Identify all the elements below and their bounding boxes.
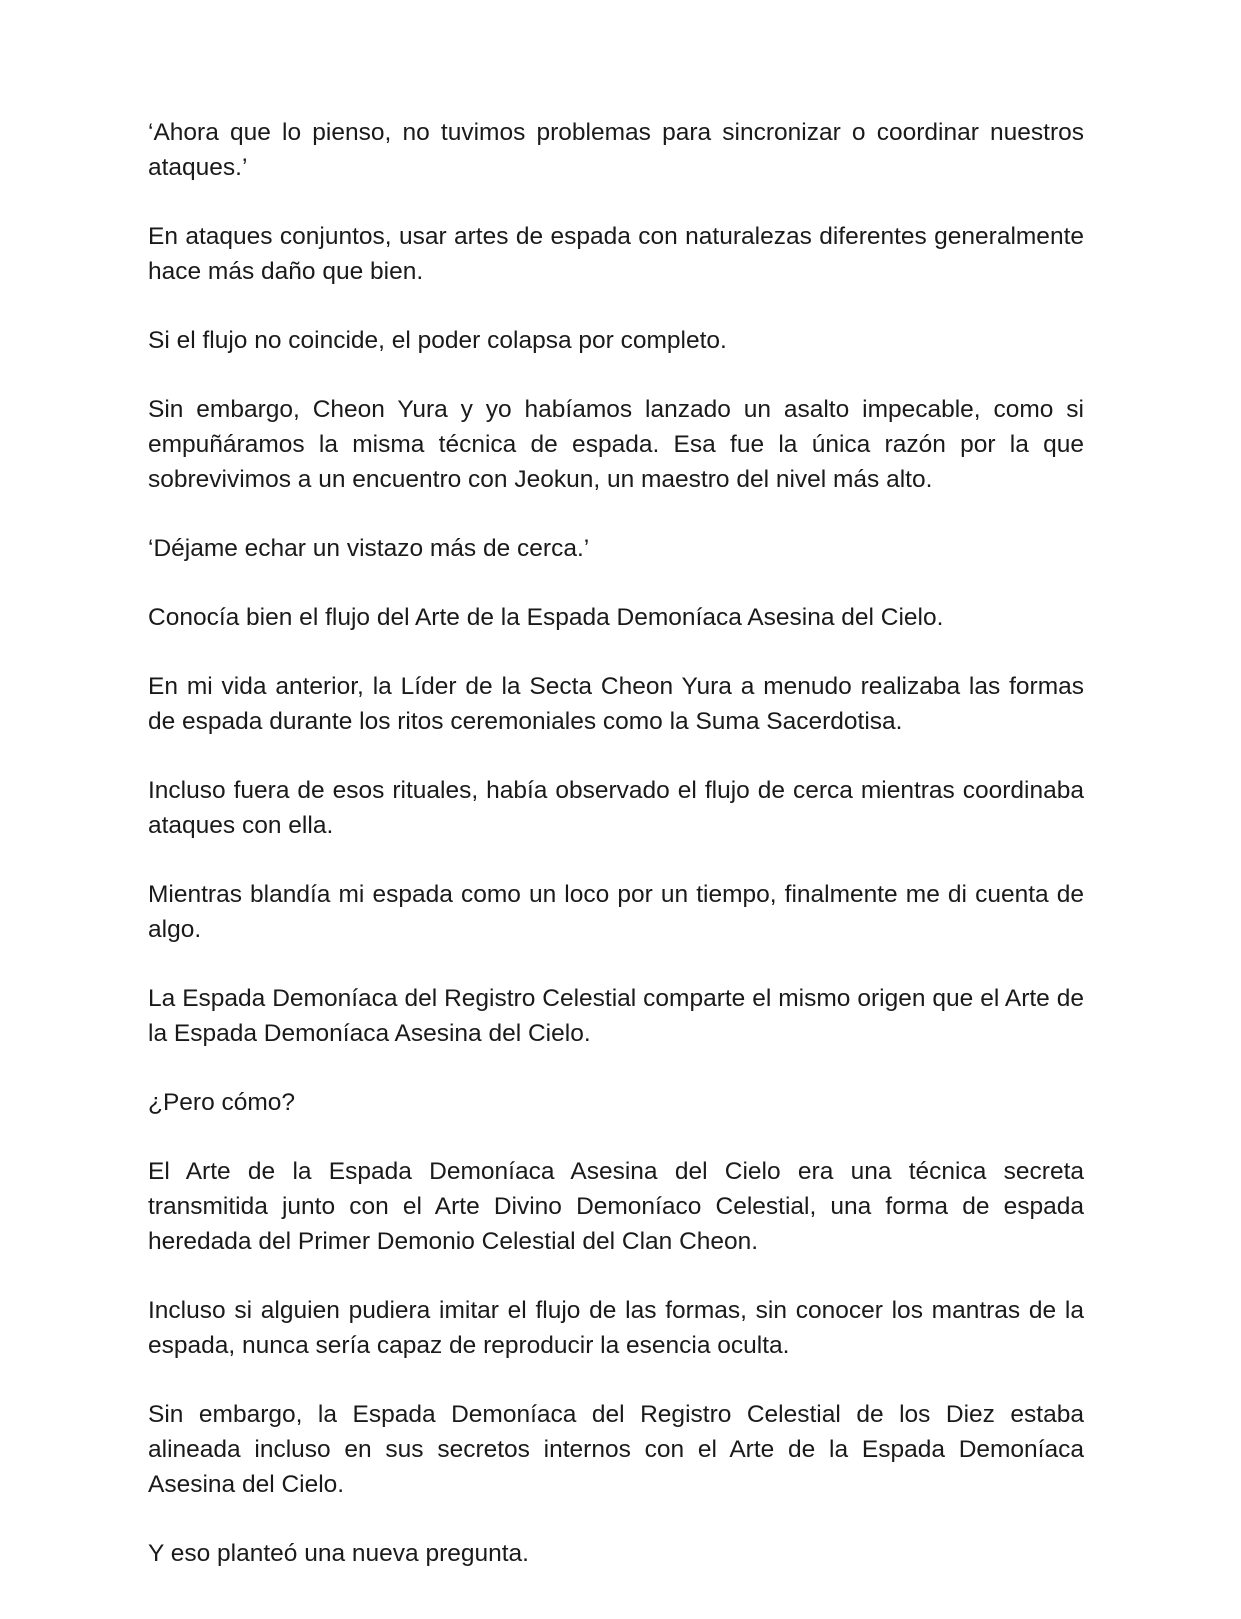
paragraph: ‘Ahora que lo pienso, no tuvimos problemas para sincronizar o coordinar nuestros ataques.’ xyxy=(148,119,1084,181)
paragraph: ¿Pero cómo? xyxy=(148,1089,296,1116)
paragraph: En ataques conjuntos, usar artes de espada con naturalezas diferentes generalmente hace más daño que bien. xyxy=(148,223,1084,285)
paragraph: Y eso planteó una nueva pregunta. xyxy=(148,1540,529,1567)
paragraph: En mi vida anterior, la Líder de la Secta Cheon Yura a menudo realizaba las formas de espada durante los ritos ceremoniales como la Suma Sacerdotisa. xyxy=(148,673,1084,735)
paragraph: Conocía bien el flujo del Arte de la Espada Demoníaca Asesina del Cielo. xyxy=(148,604,944,631)
paragraph: Sin embargo, Cheon Yura y yo habíamos lanzado un asalto impecable, como si empuñáramos la misma técnica de espada. Esa fue la única razón por la que sobrevivimos a un encuentro con Jeokun, un maestro del nivel más alto. xyxy=(148,396,1084,493)
paragraph: Incluso fuera de esos rituales, había observado el flujo de cerca mientras coordinaba ataques con ella. xyxy=(148,777,1084,839)
document-page xyxy=(148,115,1084,1571)
paragraph: Si el flujo no coincide, el poder colapsa por completo. xyxy=(148,327,727,354)
paragraph: Sin embargo, la Espada Demoníaca del Registro Celestial de los Diez estaba alineada incluso en sus secretos internos con el Arte de la Espada Demoníaca Asesina del Cielo. xyxy=(148,1401,1084,1498)
paragraph: Incluso si alguien pudiera imitar el flujo de las formas, sin conocer los mantras de la espada, nunca sería capaz de reproducir la esencia oculta. xyxy=(148,1297,1084,1359)
paragraph: ‘Déjame echar un vistazo más de cerca.’ xyxy=(148,535,590,562)
paragraph: Mientras blandía mi espada como un loco por un tiempo, finalmente me di cuenta de algo. xyxy=(148,881,1084,943)
paragraph: La Espada Demoníaca del Registro Celestial comparte el mismo origen que el Arte de la Espada Demoníaca Asesina del Cielo. xyxy=(148,985,1084,1047)
paragraph: El Arte de la Espada Demoníaca Asesina del Cielo era una técnica secreta transmitida junto con el Arte Divino Demoníaco Celestial, una forma de espada heredada del Primer Demonio Celestial del Clan Cheon. xyxy=(148,1158,1084,1255)
